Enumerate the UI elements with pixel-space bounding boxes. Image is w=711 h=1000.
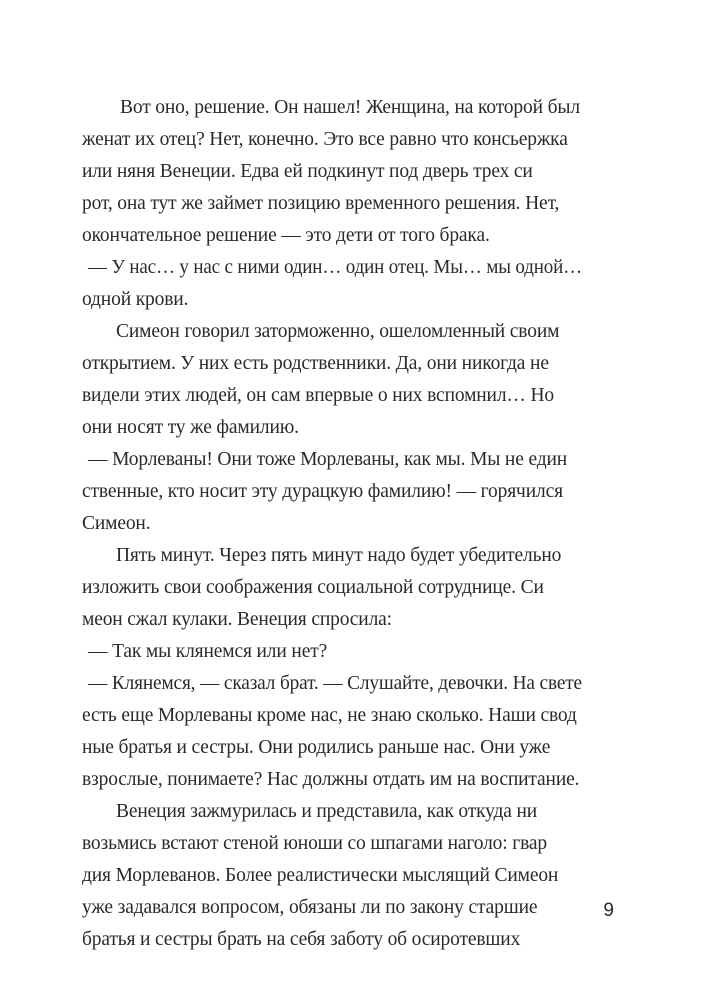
text-line: они носят ту же фамилию.: [82, 417, 299, 438]
text-line: Вот оно, решение. Он нашел! Женщина, на которой был: [120, 97, 580, 118]
text-line: или няня Венеции. Едва ей подкинут под дверь трех си: [82, 161, 533, 182]
text-line: — Морлеваны! Они тоже Морлеваны, как мы. Мы не един: [88, 449, 568, 470]
text-line: Симеон говорил заторможенно, ошеломленный своим: [116, 321, 560, 342]
text-line: взрослые, понимаете? Нас должны отдать им на воспитание.: [82, 769, 580, 790]
text-line: Пять минут. Через пять минут надо будет убедительно: [116, 545, 562, 566]
text-line: дия Морлеванов. Более реалистически мыслящий Симеон: [82, 865, 559, 886]
text-line: — Так мы клянемся или нет?: [88, 641, 328, 662]
text-line: Симеон.: [82, 513, 151, 534]
text-line: — Клянемся, — сказал брат. — Слушайте, девочки. На свете: [88, 673, 582, 694]
text-line: видели этих людей, он сам впервые о них вспомнил… Но: [82, 385, 555, 406]
text-line: Венеция зажмурилась и представила, как откуда ни: [116, 801, 538, 822]
text-line: братья и сестры брать на себя заботу об осиротевших: [82, 929, 521, 950]
text-line: уже задавался вопросом, обязаны ли по закону старшие: [82, 897, 538, 918]
text-line: одной крови.: [82, 289, 189, 310]
text-line: окончательное решение — это дети от того брака.: [82, 225, 490, 246]
text-line: ственные, кто носит эту дурацкую фамилию! — горячился: [82, 481, 563, 502]
page-number: 9: [603, 900, 614, 921]
text-line: меон сжал кулаки. Венеция спросила:: [82, 609, 392, 630]
text-line: — У нас… у нас с ними один… один отец. Мы… мы одной…: [88, 257, 582, 278]
text-line: рот, она тут же займет позицию временного решения. Нет,: [82, 193, 560, 214]
text-line: открытием. У них есть родственники. Да, они никогда не: [82, 353, 549, 374]
text-line: женат их отец? Нет, конечно. Это все равно что консьержка: [82, 129, 568, 150]
text-line: изложить свои соображения социальной сотруднице. Си: [82, 577, 544, 598]
text-line: возьмись встают стеной юноши со шпагами наголо: гвар: [82, 833, 548, 854]
text-line: есть еще Морлеваны кроме нас, не знаю сколько. Наши свод: [82, 705, 577, 726]
text-line: ные братья и сестры. Они родились раньше нас. Они уже: [82, 737, 551, 758]
